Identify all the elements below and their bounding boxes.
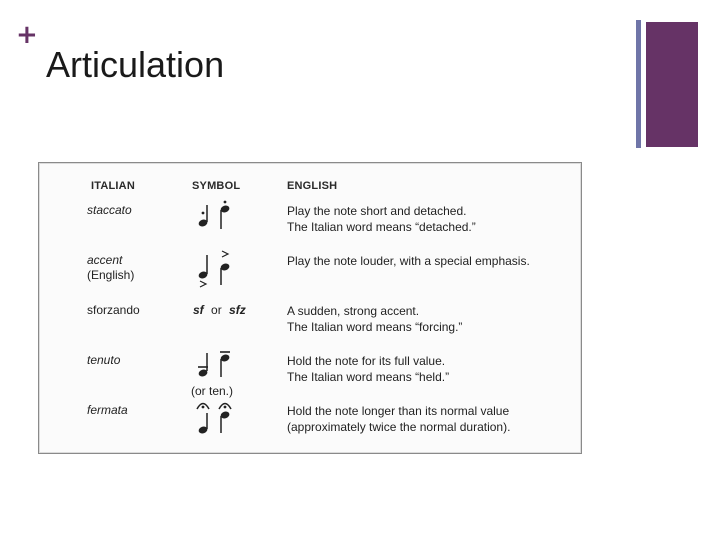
sf-mark: sf [193, 303, 204, 317]
tenuto-notes-icon [187, 349, 247, 381]
decorative-accent-block [646, 22, 698, 147]
italian-term [87, 253, 134, 283]
italian-term-text: tenuto [87, 353, 121, 367]
fermata-notes-icon [187, 399, 247, 437]
english-description [287, 403, 510, 435]
tenuto-abbrev: (or ten.) [191, 384, 234, 398]
english-line-1: Hold the note for its full value. [287, 354, 446, 368]
english-line-1: A sudden, strong accent. [287, 304, 420, 318]
fermata-symbol [187, 399, 247, 442]
english-line-1: Play the note short and detached. [287, 204, 467, 218]
decorative-accent-line [636, 20, 641, 148]
sfz-mark: sfz [229, 303, 246, 317]
articulation-table [38, 162, 582, 454]
italian-term [87, 303, 140, 318]
table-row [39, 353, 581, 403]
italian-term-text: staccato [87, 203, 132, 217]
header-english: ENGLISH [287, 180, 338, 192]
english-line-2: The Italian word means “forcing.” [287, 320, 463, 334]
sf-text [193, 303, 246, 317]
italian-term-text: sforzando [87, 303, 140, 317]
english-line-1: Hold the note longer than its normal value [287, 404, 510, 418]
english-description [287, 303, 462, 335]
english-line-2: The Italian word means “detached.” [287, 220, 476, 234]
table-row [39, 303, 581, 353]
english-description [287, 203, 476, 235]
slide-bullet-plus: + [16, 20, 38, 50]
english-description [287, 253, 530, 269]
italian-term [87, 403, 128, 418]
header-italian: ITALIAN [91, 180, 135, 192]
header-symbol: SYMBOL [192, 180, 241, 192]
slide-title: Articulation [46, 44, 225, 85]
staccato-notes-icon [187, 199, 247, 235]
english-description [287, 353, 449, 385]
accent-notes-icon [187, 249, 247, 289]
accent-symbol [187, 249, 247, 294]
staccato-symbol [187, 199, 247, 240]
italian-term-text: accent [87, 253, 123, 267]
italian-term [87, 203, 132, 218]
tenuto-symbol [187, 349, 247, 398]
italian-term [87, 353, 120, 368]
table-row [39, 203, 581, 253]
table-row [39, 403, 581, 453]
table-row [39, 253, 581, 303]
english-line-2: (approximately twice the normal duration). [287, 420, 511, 434]
or-text: or [211, 303, 222, 317]
italian-term-sub: (English) [87, 268, 135, 282]
english-line-1: Play the note louder, with a special emphasis. [287, 254, 530, 268]
italian-term-text: fermata [87, 403, 128, 417]
english-line-2: The Italian word means “held.” [287, 370, 450, 384]
